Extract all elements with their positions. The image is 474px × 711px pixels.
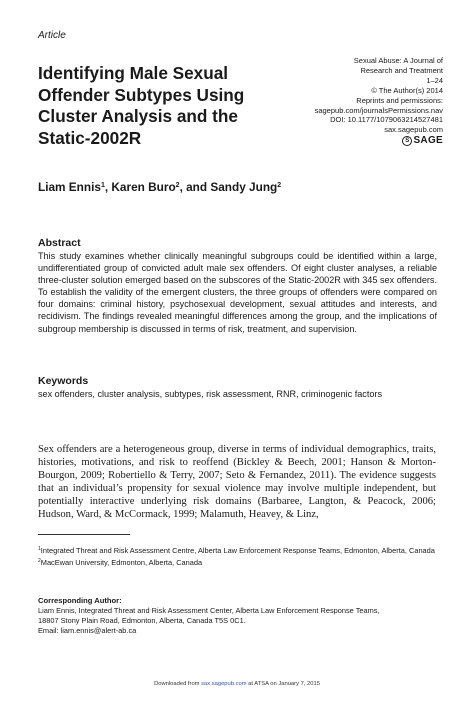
abstract-text: This study examines whether clinically meaningful subgroups could be identified within a large, undifferentiated group of convicted adult male sex offenders. Of eight cluster analyses, a reliable three-cluster solution emerged based on the subscores of the Static-2002R with 345 sex offenders. To establish the validity of the emergent clusters, the three groups of offenders were compared on four domains: criminal history, psychosexual development, sexual attitudes and interests, and recidivism. The findings revealed meaningful differences among the group, and the implications of subgroup membership is discussed in terms of risk, treatment, and supervision. [38, 251, 437, 334]
title-line: Cluster Analysis and the [38, 106, 238, 126]
footnote-mark: 1 [38, 546, 41, 552]
download-prefix: Downloaded from [154, 681, 202, 687]
affiliation-mark: 2 [175, 182, 180, 189]
footnote-mark: 2 [38, 558, 41, 565]
affiliation-mark: 1 [100, 182, 105, 189]
corresponding-address-line: 18807 Stony Plain Road, Edmonton, Alberta, Canada T5S 0C1. [38, 616, 246, 626]
affiliation-mark: 2 [277, 182, 282, 189]
journal-name-line: Sexual Abuse: A Journal of [353, 56, 443, 65]
download-footer [0, 681, 474, 687]
corresponding-address-line: Liam Ennis, Integrated Threat and Risk Assessment Center, Alberta Law Enforcement Response Teams, [38, 606, 380, 615]
footnote-text: Integrated Threat and Risk Assessment Centre, Alberta Law Enforcement Response Teams, Edmonton, Alberta, Canada [40, 546, 435, 555]
journal-url[interactable]: sax.sagepub.com [384, 125, 443, 135]
author-separator: , and [179, 180, 211, 194]
journal-info [290, 56, 443, 135]
footnote-item [38, 556, 448, 568]
permissions-line: Reprints and permissions: [356, 95, 443, 105]
author-name: Karen Buro [111, 180, 176, 194]
permissions-link[interactable]: sagepub.com/journalsPermissions.nav [314, 105, 443, 115]
page-range: 1–24 [426, 75, 443, 85]
footnote-item [38, 544, 448, 556]
abstract-heading: Abstract [38, 237, 81, 249]
author-list [38, 180, 281, 194]
sage-logo [402, 135, 443, 146]
copyright-line: © The Author(s) 2014 [371, 85, 443, 95]
body-paragraph: Sex offenders are a heterogeneous group, diverse in terms of individual demographics, traits, histories, motivations, and risk to reoffend (Bickley & Beech, 2001; Hanson & Morton-Bourgon, 2009; Robertiello & Terry, 2007; Seto & Fernandez, 2011). The evidence suggests that an individual’s propensity for sexual violence may involve multiple independent, but potentially interactive underlying risk domains (Barbaree, Langton, & Peacock, 2006; Hudson, Ward, & McCormack, 1999; Malamuth, Heavey, & Linz, [38, 444, 436, 520]
corresponding-author-details [38, 606, 458, 637]
author-name: Liam Ennis [38, 180, 101, 194]
keywords-heading: Keywords [38, 375, 89, 387]
corresponding-email[interactable]: Email: liam.ennis@alert-ab.ca [38, 626, 137, 636]
title-line: Static-2002R [38, 127, 142, 148]
doi-line[interactable]: DOI: 10.1177/1079063214527481 [330, 115, 443, 125]
footnote-divider [38, 534, 130, 535]
title-line: Identifying Male Sexual [38, 63, 229, 83]
sage-logo-icon: S [402, 136, 412, 146]
article-title [38, 63, 290, 149]
download-link[interactable]: sax.sagepub.com [201, 681, 247, 687]
journal-name-line: Research and Treatment [360, 65, 443, 75]
keywords-text: sex offenders, cluster analysis, subtypes, risk assessment, RNR, criminogenic factors [38, 389, 383, 399]
footnote-text: MacEwan University, Edmonton, Alberta, Canada [40, 558, 203, 568]
article-type-label: Article [38, 30, 66, 41]
sage-logo-text: SAGE [413, 135, 443, 146]
author-separator: , [104, 180, 112, 194]
affiliation-footnotes [38, 544, 448, 568]
download-suffix: at ATSA on January 7, 2015 [246, 681, 320, 687]
corresponding-author-heading: Corresponding Author: [38, 596, 122, 605]
title-line: Offender Subtypes Using [38, 84, 245, 105]
author-name: Sandy Jung [210, 180, 278, 194]
